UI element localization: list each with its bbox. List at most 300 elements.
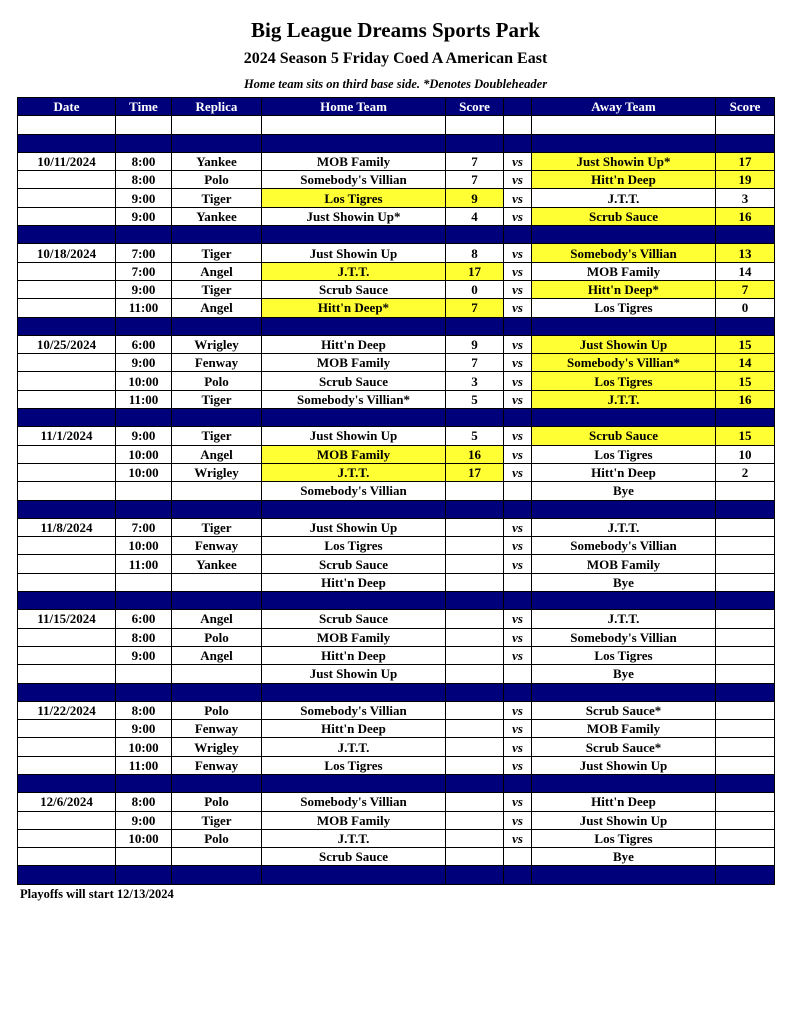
replica-cell: Fenway [172, 537, 262, 555]
date-cell [18, 573, 116, 591]
date-cell [18, 829, 116, 847]
spacer-cell [532, 774, 716, 792]
away-team-cell: J.T.T. [532, 610, 716, 628]
date-cell [18, 207, 116, 225]
home-score-cell: 4 [446, 207, 504, 225]
spacer-cell [172, 134, 262, 152]
time-cell: 10:00 [116, 738, 172, 756]
game-row [18, 262, 775, 280]
home-team-cell: Somebody's Villian [262, 793, 446, 811]
date-cell: 11/8/2024 [18, 518, 116, 536]
away-team-cell: Hitt'n Deep [532, 171, 716, 189]
spacer-cell [532, 134, 716, 152]
game-row [18, 756, 775, 774]
header-row [18, 98, 775, 116]
vs-cell [504, 482, 532, 500]
vs-cell [504, 573, 532, 591]
away-team-cell: J.T.T. [532, 390, 716, 408]
vs-cell: vs [504, 793, 532, 811]
away-team-cell: Hitt'n Deep [532, 463, 716, 481]
replica-cell: Polo [172, 171, 262, 189]
time-cell: 8:00 [116, 793, 172, 811]
replica-cell: Polo [172, 793, 262, 811]
away-score-cell [716, 793, 775, 811]
vs-cell: vs [504, 390, 532, 408]
away-score-cell [716, 756, 775, 774]
spacer-cell [716, 592, 775, 610]
away-score-cell [716, 610, 775, 628]
away-team-cell: Just Showin Up [532, 811, 716, 829]
time-cell: 7:00 [116, 262, 172, 280]
home-score-cell [446, 756, 504, 774]
time-cell: 10:00 [116, 463, 172, 481]
time-cell: 6:00 [116, 335, 172, 353]
spacer-cell [116, 409, 172, 427]
spacer-cell [446, 409, 504, 427]
spacer-cell [172, 116, 262, 134]
home-team-cell: Scrub Sauce [262, 555, 446, 573]
date-cell [18, 665, 116, 683]
time-cell [116, 573, 172, 591]
home-team-cell: Hitt'n Deep [262, 720, 446, 738]
home-score-cell: 8 [446, 244, 504, 262]
vs-cell: vs [504, 445, 532, 463]
away-team-cell: Los Tigres [532, 829, 716, 847]
week-separator [18, 774, 775, 792]
home-score-cell: 17 [446, 262, 504, 280]
spacer-cell [116, 226, 172, 244]
game-row [18, 482, 775, 500]
week-separator [18, 226, 775, 244]
time-cell: 10:00 [116, 445, 172, 463]
spacer-cell [172, 500, 262, 518]
home-team-cell: MOB Family [262, 628, 446, 646]
page-subtitle: 2024 Season 5 Friday Coed A American East [243, 50, 548, 67]
spacer-cell [504, 683, 532, 701]
date-cell [18, 390, 116, 408]
replica-cell: Tiger [172, 189, 262, 207]
game-row [18, 372, 775, 390]
date-cell: 10/18/2024 [18, 244, 116, 262]
page-title: Big League Dreams Sports Park [251, 18, 540, 42]
home-team-cell: MOB Family [262, 354, 446, 372]
game-row [18, 811, 775, 829]
time-cell: 11:00 [116, 756, 172, 774]
time-cell: 9:00 [116, 189, 172, 207]
spacer-cell [262, 774, 446, 792]
home-team-cell: Somebody's Villian* [262, 390, 446, 408]
home-score-cell [446, 518, 504, 536]
spacer-cell [532, 409, 716, 427]
schedule-table [17, 97, 775, 885]
home-score-cell: 5 [446, 427, 504, 445]
home-team-cell: Hitt'n Deep* [262, 299, 446, 317]
date-cell [18, 720, 116, 738]
replica-cell: Yankee [172, 152, 262, 170]
replica-cell: Polo [172, 372, 262, 390]
date-cell [18, 299, 116, 317]
game-row [18, 701, 775, 719]
replica-cell [172, 573, 262, 591]
home-team-cell: Los Tigres [262, 189, 446, 207]
away-score-cell: 15 [716, 335, 775, 353]
vs-cell: vs [504, 372, 532, 390]
away-score-cell [716, 720, 775, 738]
away-team-cell: Just Showin Up [532, 756, 716, 774]
away-team-cell: Los Tigres [532, 445, 716, 463]
replica-cell: Angel [172, 445, 262, 463]
vs-cell: vs [504, 829, 532, 847]
home-team-cell: Just Showin Up [262, 427, 446, 445]
date-cell [18, 848, 116, 866]
date-cell [18, 738, 116, 756]
spacer-cell [716, 774, 775, 792]
game-row [18, 829, 775, 847]
away-score-cell: 14 [716, 354, 775, 372]
replica-cell: Fenway [172, 756, 262, 774]
date-cell [18, 628, 116, 646]
away-team-cell: Bye [532, 665, 716, 683]
away-team-cell: Somebody's Villian [532, 628, 716, 646]
replica-cell [172, 665, 262, 683]
date-cell [18, 555, 116, 573]
home-team-cell: Just Showin Up [262, 244, 446, 262]
home-team-cell: Somebody's Villian [262, 701, 446, 719]
vs-cell: vs [504, 555, 532, 573]
spacer-cell [504, 500, 532, 518]
replica-cell: Tiger [172, 427, 262, 445]
spacer-cell [446, 134, 504, 152]
home-team-cell: Hitt'n Deep [262, 335, 446, 353]
spacer-cell [532, 116, 716, 134]
home-team-cell: Just Showin Up [262, 518, 446, 536]
replica-cell: Tiger [172, 390, 262, 408]
spacer-cell [262, 500, 446, 518]
away-team-cell: Just Showin Up* [532, 152, 716, 170]
replica-cell: Wrigley [172, 335, 262, 353]
date-cell: 11/15/2024 [18, 610, 116, 628]
away-score-cell [716, 628, 775, 646]
spacer-cell [262, 592, 446, 610]
replica-cell [172, 482, 262, 500]
spacer-cell [116, 683, 172, 701]
replica-cell: Yankee [172, 207, 262, 225]
spacer-cell [18, 866, 116, 884]
vs-cell: vs [504, 335, 532, 353]
away-team-cell: Los Tigres [532, 646, 716, 664]
away-team-cell: MOB Family [532, 262, 716, 280]
home-team-cell: Los Tigres [262, 537, 446, 555]
spacer-cell [172, 774, 262, 792]
col-time: Time [116, 98, 172, 116]
col-replica: Replica [172, 98, 262, 116]
spacer-cell [18, 774, 116, 792]
col-date: Date [18, 98, 116, 116]
game-row [18, 738, 775, 756]
spacer-cell [504, 134, 532, 152]
vs-cell: vs [504, 152, 532, 170]
spacer-cell [172, 592, 262, 610]
game-row [18, 665, 775, 683]
vs-cell: vs [504, 646, 532, 664]
home-score-cell [446, 537, 504, 555]
vs-cell [504, 665, 532, 683]
spacer-cell [504, 592, 532, 610]
replica-cell: Angel [172, 262, 262, 280]
time-cell: 7:00 [116, 244, 172, 262]
page-note: Home team sits on third base side. *Denotes Doubleheader [243, 77, 548, 91]
away-team-cell: Somebody's Villian [532, 244, 716, 262]
home-team-cell: Just Showin Up* [262, 207, 446, 225]
date-cell [18, 280, 116, 298]
home-score-cell: 16 [446, 445, 504, 463]
away-score-cell [716, 665, 775, 683]
spacer-cell [532, 683, 716, 701]
home-team-cell: MOB Family [262, 152, 446, 170]
away-team-cell: Somebody's Villian* [532, 354, 716, 372]
home-team-cell: MOB Family [262, 811, 446, 829]
home-score-cell: 7 [446, 299, 504, 317]
game-row [18, 299, 775, 317]
home-team-cell: Scrub Sauce [262, 610, 446, 628]
game-row [18, 189, 775, 207]
schedule-body [18, 116, 775, 884]
spacer-cell [446, 317, 504, 335]
week-separator [18, 683, 775, 701]
replica-cell: Angel [172, 646, 262, 664]
time-cell: 9:00 [116, 280, 172, 298]
home-team-cell: J.T.T. [262, 262, 446, 280]
time-cell: 9:00 [116, 427, 172, 445]
vs-cell: vs [504, 720, 532, 738]
spacer-cell [116, 500, 172, 518]
away-team-cell: Hitt'n Deep [532, 793, 716, 811]
spacer-cell [172, 866, 262, 884]
spacer-cell [18, 134, 116, 152]
game-row [18, 280, 775, 298]
away-team-cell: J.T.T. [532, 518, 716, 536]
replica-cell: Fenway [172, 354, 262, 372]
vs-cell: vs [504, 427, 532, 445]
away-team-cell: Scrub Sauce [532, 207, 716, 225]
spacer-cell [262, 866, 446, 884]
spacer-cell [116, 592, 172, 610]
time-cell: 9:00 [116, 811, 172, 829]
home-team-cell: Somebody's Villian [262, 482, 446, 500]
vs-cell: vs [504, 244, 532, 262]
away-team-cell: Bye [532, 848, 716, 866]
home-score-cell [446, 738, 504, 756]
vs-cell: vs [504, 189, 532, 207]
home-score-cell [446, 555, 504, 573]
time-cell: 9:00 [116, 354, 172, 372]
away-team-cell: Scrub Sauce* [532, 701, 716, 719]
spacer-cell [532, 500, 716, 518]
game-row [18, 793, 775, 811]
replica-cell: Polo [172, 829, 262, 847]
replica-cell: Polo [172, 628, 262, 646]
home-team-cell: Scrub Sauce [262, 280, 446, 298]
home-score-cell [446, 793, 504, 811]
date-cell [18, 756, 116, 774]
time-cell [116, 482, 172, 500]
spacer-cell [18, 116, 116, 134]
spacer-cell [716, 226, 775, 244]
home-team-cell: J.T.T. [262, 738, 446, 756]
spacer-cell [504, 226, 532, 244]
away-score-cell [716, 701, 775, 719]
spacer-cell [116, 317, 172, 335]
spacer-cell [262, 116, 446, 134]
date-cell [18, 445, 116, 463]
spacer-cell [116, 774, 172, 792]
spacer-cell [172, 226, 262, 244]
time-cell: 7:00 [116, 518, 172, 536]
week-separator [18, 592, 775, 610]
spacer-cell [532, 226, 716, 244]
away-score-cell [716, 555, 775, 573]
spacer-cell [716, 866, 775, 884]
away-team-cell: Scrub Sauce [532, 427, 716, 445]
game-row [18, 463, 775, 481]
away-team-cell: Hitt'n Deep* [532, 280, 716, 298]
vs-cell: vs [504, 207, 532, 225]
away-score-cell: 14 [716, 262, 775, 280]
replica-cell: Angel [172, 610, 262, 628]
vs-cell: vs [504, 280, 532, 298]
away-score-cell: 2 [716, 463, 775, 481]
spacer-cell [262, 683, 446, 701]
vs-cell: vs [504, 171, 532, 189]
home-score-cell [446, 646, 504, 664]
vs-cell: vs [504, 463, 532, 481]
replica-cell: Yankee [172, 555, 262, 573]
blank-row [18, 116, 775, 134]
away-team-cell: Scrub Sauce* [532, 738, 716, 756]
home-score-cell [446, 811, 504, 829]
time-cell: 9:00 [116, 646, 172, 664]
home-team-cell: J.T.T. [262, 829, 446, 847]
spacer-cell [262, 317, 446, 335]
spacer-cell [18, 592, 116, 610]
spacer-cell [446, 226, 504, 244]
vs-cell: vs [504, 262, 532, 280]
vs-cell [504, 848, 532, 866]
spacer-cell [262, 134, 446, 152]
spacer-cell [532, 866, 716, 884]
vs-cell: vs [504, 537, 532, 555]
away-score-cell [716, 811, 775, 829]
time-cell: 8:00 [116, 171, 172, 189]
time-cell [116, 665, 172, 683]
time-cell: 8:00 [116, 628, 172, 646]
vs-cell: vs [504, 811, 532, 829]
game-row [18, 610, 775, 628]
time-cell: 6:00 [116, 610, 172, 628]
date-cell [18, 189, 116, 207]
spacer-cell [446, 866, 504, 884]
game-row [18, 518, 775, 536]
home-score-cell [446, 720, 504, 738]
home-score-cell: 9 [446, 335, 504, 353]
home-score-cell: 7 [446, 354, 504, 372]
spacer-cell [18, 226, 116, 244]
spacer-cell [116, 866, 172, 884]
away-score-cell: 16 [716, 207, 775, 225]
replica-cell: Angel [172, 299, 262, 317]
game-row [18, 354, 775, 372]
vs-cell: vs [504, 701, 532, 719]
away-score-cell: 15 [716, 427, 775, 445]
replica-cell: Tiger [172, 811, 262, 829]
away-score-cell [716, 829, 775, 847]
date-cell: 12/6/2024 [18, 793, 116, 811]
home-score-cell: 3 [446, 372, 504, 390]
date-cell [18, 463, 116, 481]
date-cell [18, 811, 116, 829]
vs-cell: vs [504, 518, 532, 536]
spacer-cell [262, 226, 446, 244]
time-cell: 11:00 [116, 390, 172, 408]
home-score-cell [446, 573, 504, 591]
time-cell: 8:00 [116, 152, 172, 170]
spacer-cell [172, 683, 262, 701]
spacer-cell [172, 409, 262, 427]
home-score-cell: 5 [446, 390, 504, 408]
week-separator [18, 866, 775, 884]
game-row [18, 207, 775, 225]
spacer-cell [262, 409, 446, 427]
spacer-cell [716, 317, 775, 335]
week-separator [18, 134, 775, 152]
away-score-cell: 19 [716, 171, 775, 189]
replica-cell [172, 848, 262, 866]
home-team-cell: J.T.T. [262, 463, 446, 481]
home-score-cell: 0 [446, 280, 504, 298]
replica-cell: Tiger [172, 244, 262, 262]
home-score-cell: 17 [446, 463, 504, 481]
vs-cell: vs [504, 610, 532, 628]
spacer-cell [532, 592, 716, 610]
game-row [18, 720, 775, 738]
away-score-cell [716, 573, 775, 591]
time-cell: 9:00 [116, 720, 172, 738]
time-cell: 8:00 [116, 701, 172, 719]
game-row [18, 445, 775, 463]
away-team-cell: MOB Family [532, 555, 716, 573]
away-team-cell: Bye [532, 573, 716, 591]
spacer-cell [716, 134, 775, 152]
away-score-cell: 15 [716, 372, 775, 390]
spacer-cell [116, 116, 172, 134]
spacer-cell [716, 409, 775, 427]
away-team-cell: Los Tigres [532, 299, 716, 317]
away-score-cell [716, 518, 775, 536]
home-team-cell: Scrub Sauce [262, 372, 446, 390]
week-separator [18, 409, 775, 427]
time-cell: 11:00 [116, 299, 172, 317]
playoffs-note: Playoffs will start 12/13/2024 [20, 887, 174, 901]
vs-cell: vs [504, 628, 532, 646]
game-row [18, 646, 775, 664]
spacer-cell [716, 116, 775, 134]
replica-cell: Tiger [172, 518, 262, 536]
home-team-cell: Los Tigres [262, 756, 446, 774]
date-cell: 10/25/2024 [18, 335, 116, 353]
away-score-cell [716, 848, 775, 866]
away-score-cell: 16 [716, 390, 775, 408]
home-score-cell [446, 829, 504, 847]
